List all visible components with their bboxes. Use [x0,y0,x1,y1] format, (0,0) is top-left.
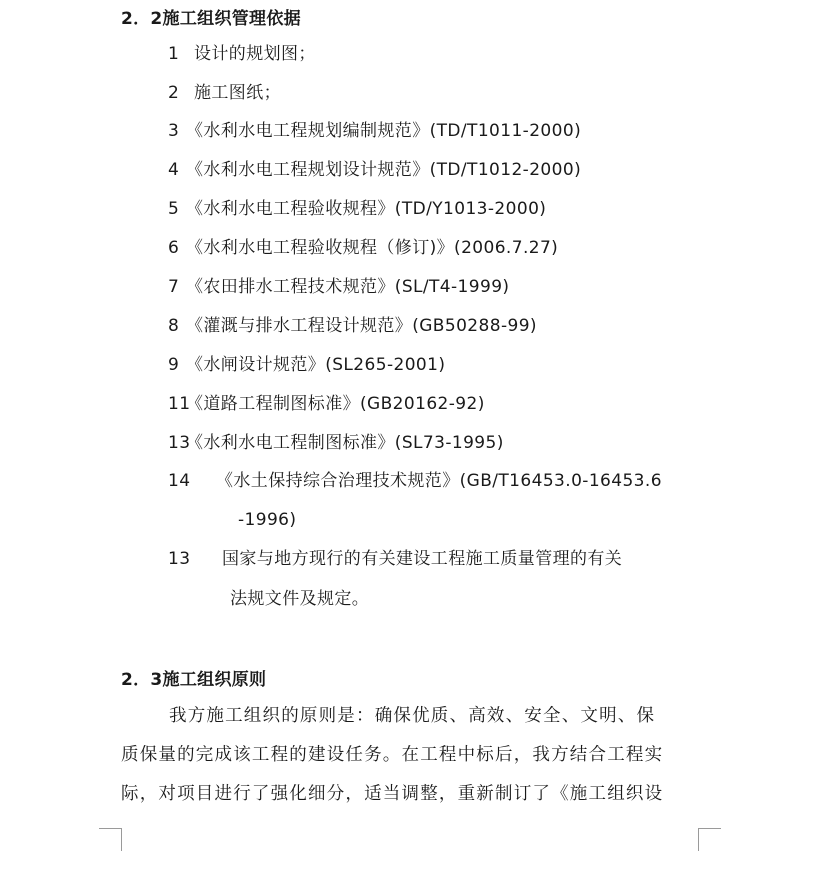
item-number: 7 [168,277,180,297]
basis-item-8 [168,307,537,346]
basis-item-13-drawing [168,424,504,463]
item-text: 《水利水电工程验收规程（修订)》(2006.7.27) [186,238,559,258]
item-text: 《农田排水工程技术规范》(SL/T4-1999) [186,277,510,297]
item-number: 6 [168,238,180,258]
item-number: 13 [168,433,191,453]
item-text: 《水利水电工程制图标准》(SL73-1995) [186,433,504,453]
item-text: 《水闸设计规范》(SL265-2001) [186,355,446,375]
item-text: 《水土保持综合治理技术规范》(GB/T16453.0-16453.6 [216,471,662,491]
basis-item-14 [168,462,662,501]
item-number: 9 [168,355,180,375]
basis-item-11 [168,385,485,424]
basis-item-9 [168,346,445,385]
item-number: 3 [168,121,180,141]
basis-item-1 [168,35,316,74]
item-number: 2 [168,83,180,103]
item-text: 《灌溉与排水工程设计规范》(GB50288-99) [186,316,537,336]
item-text: 国家与地方现行的有关建设工程施工质量管理的有关 [222,549,623,569]
basis-item-5 [168,190,546,229]
basis-item-7 [168,268,509,307]
section-2-2-heading: 2．2施工组织管理依据 [121,9,301,29]
item-text: 《水利水电工程规划编制规范》(TD/T1011-2000) [186,121,582,141]
item-text: 《道路工程制图标准》(GB20162-92) [186,394,485,414]
principle-line-1: 我方施工组织的原则是：确保优质、高效、安全、文明、保 [169,706,656,726]
item-number: 13 [168,549,191,569]
item-text: 施工图纸； [194,83,281,103]
principle-line-2: 质保量的完成该工程的建设任务。在工程中标后，我方结合工程实 [121,745,664,765]
basis-item-13-regulations [168,540,622,579]
item-text: 《水利水电工程验收规程》(TD/Y1013-2000) [186,199,547,219]
item-number: 11 [168,394,191,414]
item-number: 5 [168,199,180,219]
principle-line-3: 际，对项目进行了强化细分，适当调整，重新制订了《施工组织设 [121,784,664,804]
section-2-3-heading: 2．3施工组织原则 [121,670,267,690]
item-text: 设计的规划图； [194,44,316,64]
basis-item-4 [168,151,581,190]
basis-item-13-continuation: 法规文件及规定。 [230,589,370,609]
item-number: 4 [168,160,180,180]
basis-item-14-continuation: -1996) [238,510,297,530]
basis-item-3 [168,112,581,151]
basis-item-2 [168,74,281,113]
item-number: 1 [168,44,180,64]
page-margin-corner-right [698,828,721,851]
item-number: 14 [168,471,191,491]
basis-item-6 [168,229,558,268]
item-number: 8 [168,316,180,336]
item-text: 《水利水电工程规划设计规范》(TD/T1012-2000) [186,160,582,180]
page-margin-corner-left [99,828,122,851]
